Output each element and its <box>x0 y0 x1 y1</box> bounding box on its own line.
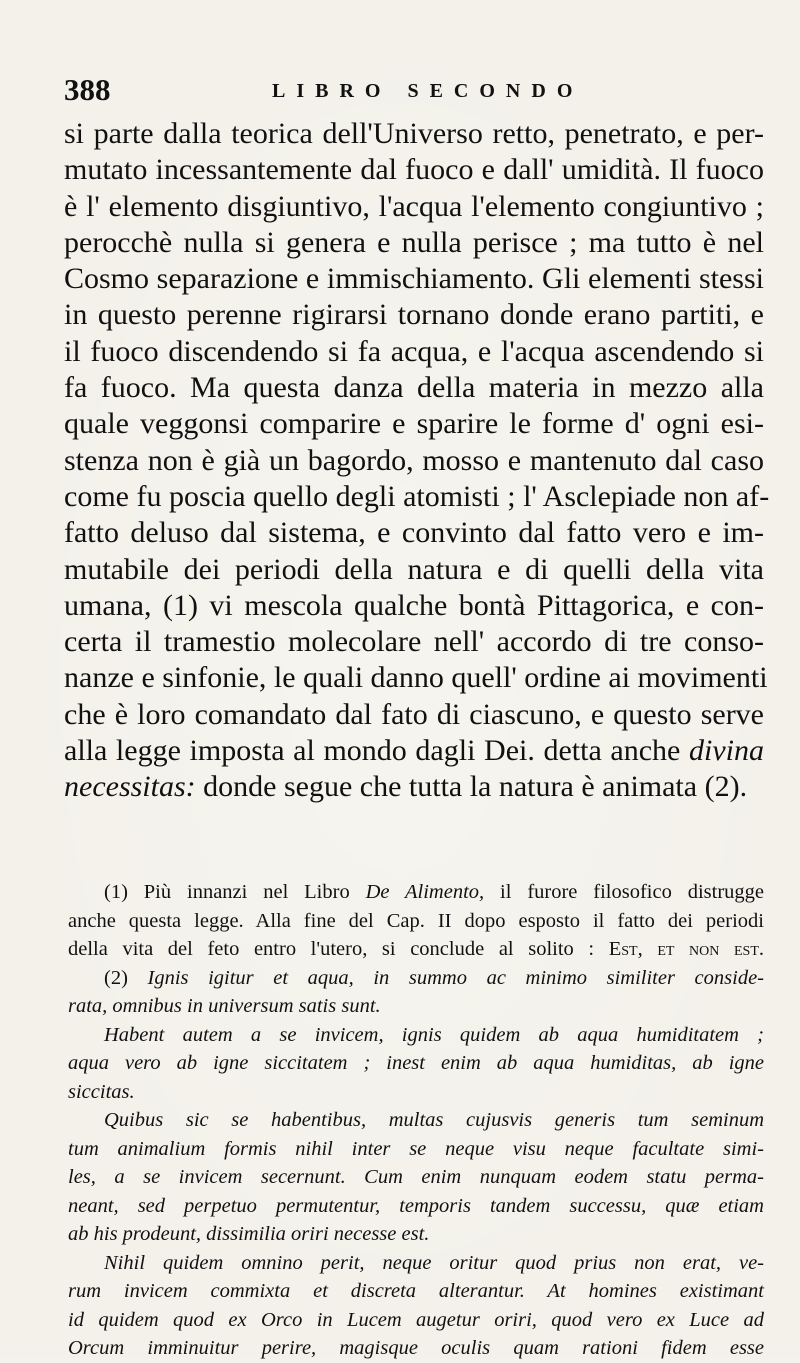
footnote-2-line: rum invicem commixta et discreta alterantur. At homines existimant <box>68 1280 764 1302</box>
footnote-2-line: neant, sed perpetuo permutentur, temporis tandem successu, quæ etiam <box>68 1194 764 1217</box>
text-line: stenza non è già un bagordo, mosso e mantenuto dal caso <box>64 443 764 477</box>
text-line: che è loro comandato dal fato di ciascuno, e questo serve <box>64 697 764 731</box>
text-segment: (1) Più innanzi nel Libro <box>104 881 350 903</box>
footnotes <box>68 878 764 1363</box>
text-line: è l' elemento disgiuntivo, l'acqua l'elemento congiuntivo ; <box>64 189 764 223</box>
text-segment: il furore filosofico distrugge <box>500 881 765 903</box>
text-line: il fuoco discendendo si fa acqua, e l'acqua ascendendo si <box>64 334 764 368</box>
text-line: Cosmo separazione e immischiamento. Gli elementi stessi <box>64 262 764 296</box>
footnote-2-line: rata, omnibus in universum satis sunt. <box>68 995 381 1017</box>
italic-term: De Alimento, <box>365 881 485 903</box>
footnote-2-line: ab his prodeunt, dissimilia oriri necesse est. <box>68 1223 430 1245</box>
footnote-2-line: aqua vero ab igne siccitatem ; inest enim ab aqua humiditas, ab igne <box>68 1052 764 1074</box>
text-segment: donde segue che tutta la natura è animata (2). <box>203 770 748 804</box>
footnote-marker: (2) <box>104 966 128 989</box>
running-head: LIBRO SECONDO <box>272 80 584 102</box>
footnote-2-line: les, a se invicem secernunt. Cum enim nunquam eodem statu perma- <box>68 1166 764 1188</box>
text-line: si parte dalla teorica dell'Universo retto, penetrato, e per- <box>64 117 764 150</box>
footnote-2-line: Quibus sic se habentibus, multas cujusvis generis tum seminum <box>104 1109 764 1131</box>
text-line: mutato incessantemente dal fuoco e dall' umidità. Il fuoco <box>64 153 764 187</box>
text-line: come fu poscia quello degli atomisti ; l' Asclepiade non af- <box>64 479 770 513</box>
italic-term: necessitas: <box>64 770 196 804</box>
text-line: certa il tramestio molecolare nell' accordo di tre conso- <box>64 625 764 659</box>
footnote-2-line: Habent autem a se invicem, ignis quidem ab aqua humiditatem ; <box>104 1023 764 1046</box>
footnote-1-line <box>68 935 764 964</box>
text-segment: Ignis igitur et aqua, in summo ac minimo similiter conside- <box>147 966 764 989</box>
text-segment: della vita del feto entro l'utero, si conclude al solito : <box>68 938 595 960</box>
text-line: perocchè nulla si genera e nulla perisce ; ma tutto è nel <box>64 225 764 259</box>
show-through-shadow <box>64 790 764 870</box>
text-line: fa fuoco. Ma questa danza della materia in mezzo alla <box>64 371 764 405</box>
small-caps-term: Est, et non est. <box>608 938 765 960</box>
footnote-2-line: tum animalium formis nihil inter se neque visu neque facultate simi- <box>68 1137 764 1160</box>
text-line: quale veggonsi comparire e sparire le forme d' ogni esi- <box>64 407 764 441</box>
page-header <box>64 72 764 112</box>
footnote-2-line <box>68 964 764 993</box>
main-text <box>64 116 770 806</box>
footnote-2-line: siccitas. <box>68 1080 135 1103</box>
text-line: in questo perenne rigirarsi tornano donde erano partiti, e <box>64 298 764 332</box>
footnote-2-line: id quidem quod ex Orco in Lucem augetur oriri, quod vero ex Luce ad <box>68 1308 764 1331</box>
text-segment: alla legge imposta al mondo dagli Dei. detta anche <box>64 734 681 768</box>
page-number: 388 <box>64 72 111 107</box>
footnote-1-line: anche questa legge. Alla fine del Cap. II dopo esposto il fatto dei periodi <box>68 909 764 932</box>
footnote-1-line <box>68 878 764 907</box>
italic-term: divina <box>689 734 765 768</box>
footnote-2-line: Nihil quidem omnino perit, neque oritur quod prius non erat, ve- <box>104 1251 764 1274</box>
text-line: mutabile dei periodi della natura e di quelli della vita <box>64 552 764 586</box>
text-line <box>64 733 764 769</box>
footnote-2-line: Orcum imminuitur perire, magisque oculis quam rationi fidem esse <box>68 1337 764 1359</box>
text-line: umana, (1) vi mescola qualche bontà Pittagorica, e con- <box>64 588 764 622</box>
text-line: nanze e sinfonie, le quali danno quell' ordine ai movimenti <box>64 661 768 695</box>
text-line: fatto deluso dal sistema, e convinto dal fatto vero e im- <box>64 516 764 550</box>
